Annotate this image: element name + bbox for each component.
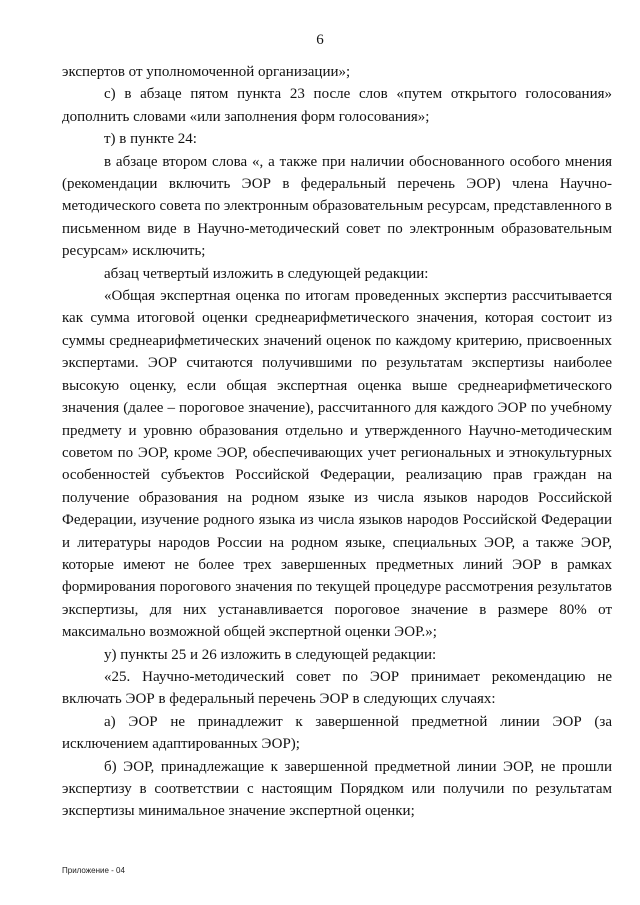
paragraph-abzac-vtoroy: в абзаце втором слова «, а также при наличии обоснованного особого мнения (рекомендации включить ЭОР в федеральный перечень ЭОР) члена Научно-методического совета по электронным образовательным ресурсам, представленного в письменном виде в Научно-методический совет по электронным образовательным ресурсам» исключить;	[62, 153, 612, 260]
paragraph-point-25: «25. Научно-методический совет по ЭОР принимает рекомендацию не включать ЭОР в федеральный перечень ЭОР в следующих случаях:	[62, 668, 612, 708]
paragraph-case-b: б) ЭОР, принадлежащие к завершенной предметной линии ЭОР, не прошли экспертизу в соответствии с настоящим Порядком или получили по результатам экспертизы минимальное значение экспертной оценки;	[62, 758, 612, 820]
paragraph-item-u: у) пункты 25 и 26 изложить в следующей редакции:	[104, 646, 437, 663]
paragraph-quoted-rule: «Общая экспертная оценка по итогам проведенных экспертиз рассчитывается как сумма итоговой оценки среднеарифметического значения, которая состоит из суммы среднеарифметических значений оценок по каждому критерию, присвоенных экспертами. ЭОР считаются получившими по результатам экспертизы наиболее высокую оценку, если общая экспертная оценка выше среднеарифметического значения (далее – пороговое значение), рассчитанного для каждого ЭОР по учебному предмету и уровню образования отдельно и утвержденного Научно-методическим советом по ЭОР, кроме ЭОР, обеспечивающих учет региональных и этнокультурных особенностей субъектов Российской Федерации, реализацию прав граждан на получение образования на родном языке из числа языков народов Российской Федерации, изучение родного языка из числа языков народов Российской Федерации и литературы народов России на родном языке, специальных ЭОР, а также ЭОР, которые имеют не более трех завершенных предметных линий ЭОР в рамках формирования порогового значения по текущей процедуре рассмотрения результатов экспертизы, для них устанавливается пороговое значение в размере 80% от максимально возможной общей экспертной оценки ЭОР.»;	[62, 288, 612, 641]
page-number: 6	[316, 32, 324, 48]
paragraph-case-a: а) ЭОР не принадлежит к завершенной предметной линии ЭОР (за исключением адаптированных ЭОР);	[62, 713, 612, 753]
footer-attachment-label: Приложение - 04	[62, 866, 125, 875]
document-body	[62, 61, 612, 823]
paragraph-item-s: с) в абзаце пятом пункта 23 после слов «путем открытого голосования» дополнить словами «или заполнения форм голосования»;	[62, 86, 612, 125]
paragraph-continuation: экспертов от уполномоченной организации»;	[62, 64, 351, 80]
paragraph-item-t: т) в пункте 24:	[104, 131, 197, 148]
paragraph-abzac-chetvertyi: абзац четвертый изложить в следующей редакции:	[104, 265, 429, 282]
